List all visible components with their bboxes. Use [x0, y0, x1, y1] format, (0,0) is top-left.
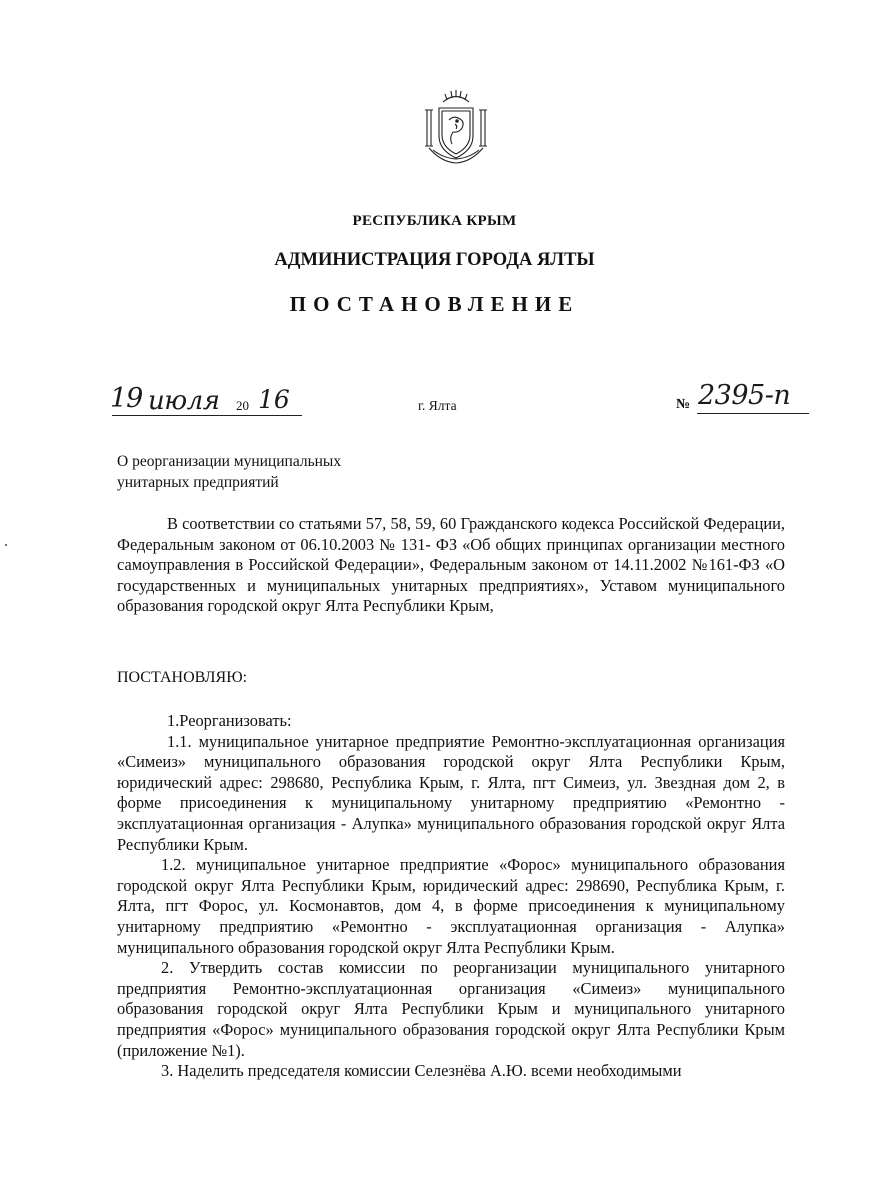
item-1-1: 1.1. муниципальное унитарное предприятие Ремонтно-эксплуатационная организация «Симеиз» муниципального образования городской округ Ялта Республики Крым, юридический адрес: 298680, Республика Крым, г. Ялта, пгт Симеиз, ул. Звездная дом 2, в форме присоединения к муниципальному унитарному предприятию «Ремонтно - эксплуатационная организация - Алупка» муниципального образования городской округ Ялта Республики Крым. [117, 731, 785, 854]
document-number: 2395-п [698, 380, 791, 411]
item-1: 1.Реорганизовать: [167, 711, 292, 730]
document-type-heading: ПОСТАНОВЛЕНИЕ [289, 292, 580, 316]
subject-line: О реорганизации муниципальных [117, 453, 342, 470]
city-label: г. Ялта [418, 398, 457, 413]
number-sign: № [676, 397, 691, 412]
subject-line: унитарных предприятий [117, 474, 279, 491]
date-month: июля [148, 386, 220, 416]
date-day: 19 [110, 383, 143, 414]
year-prefix: 20 [236, 398, 249, 413]
republic-heading: РЕСПУБЛИКА КРЫМ [352, 213, 517, 229]
items-block [117, 711, 785, 1082]
item-1-2: 1.2. муниципальное унитарное предприятие «Форос» муниципального образования городской округ Ялта Республики Крым, юридический адрес: 298690, Республика Крым, г. Ялта, пгт Форос, ул. Космонавтов, дом 4, в форме присоединения к муниципальному унитарному предприятию «Ремонтно - эксплуатационная организация - Алупка» муниципального образования городской округ Ялта Республики Крым. [117, 855, 785, 957]
item-3: 3. Наделить председателя комиссии Селезнёва А.Ю. всеми необходимыми [161, 1061, 682, 1081]
item-2: 2. Утвердить состав комиссии по реорганизации муниципального унитарного предприятия Ремонтно-эксплуатационная организация «Симеиз» муниципального образования городской округ Ялта Республики Крым и муниципального унитарного предприятия «Форос» муниципального образования городской округ Ялта Республики Крым (приложение №1). [117, 958, 785, 1060]
subject-block [117, 451, 341, 493]
crimea-coat-of-arms-icon [419, 88, 493, 166]
preamble-paragraph: В соответствии со статьями 57, 58, 59, 60 Гражданского кодекса Российской Федерации, Федеральным законом от 06.10.2003 № 131- ФЗ «Об общих принципах организации местного самоуправления в Российской Федерации», Федеральным законом от 14.11.2002 №161-ФЗ «О государственных и муниципальных унитарных предприятиях», Уставом муниципального образования городской округ Ялта Республики Крым, [117, 514, 785, 616]
number-underline [697, 413, 809, 414]
date-underline [112, 415, 302, 416]
resolve-heading: ПОСТАНОВЛЯЮ: [117, 669, 248, 686]
year-suffix: 16 [258, 385, 290, 414]
scan-speck [5, 544, 7, 546]
administration-heading: АДМИНИСТРАЦИЯ ГОРОДА ЯЛТЫ [274, 250, 595, 270]
preamble-block [117, 514, 785, 617]
